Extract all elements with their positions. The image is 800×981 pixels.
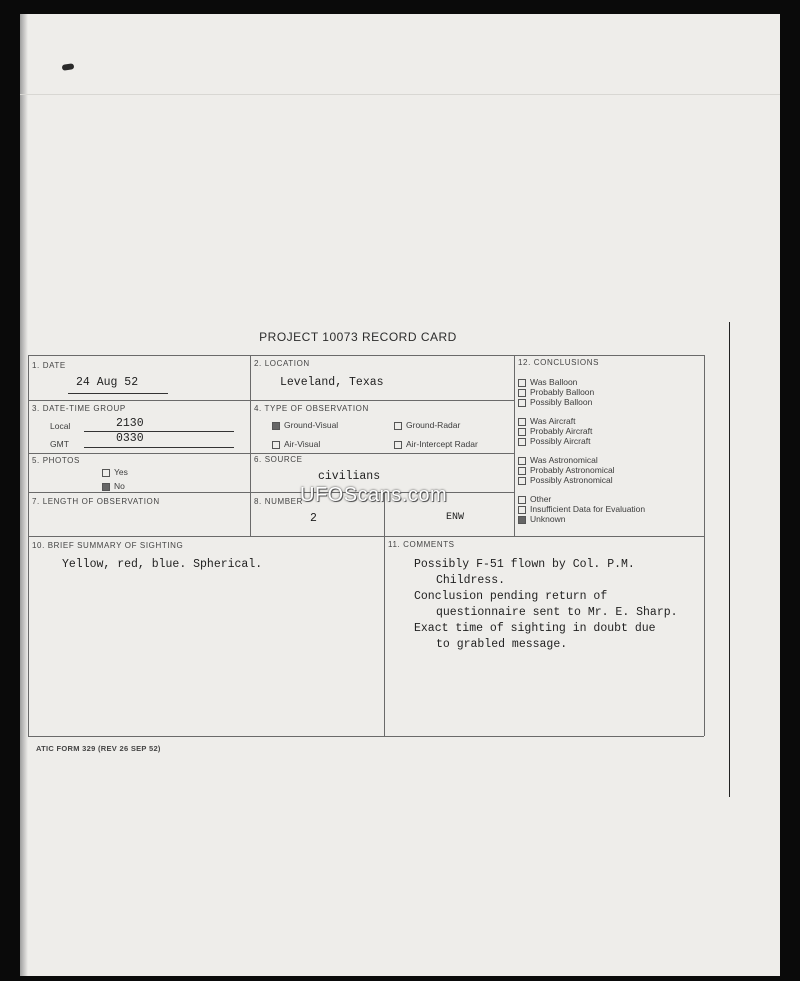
type-ground-radar-text: Ground-Radar [406,420,461,430]
number-value: 2 [310,512,317,525]
photos-yes-text: Yes [114,467,128,477]
photos-label: 5. PHOTOS [32,456,80,465]
summary-text: Yellow, red, blue. Spherical. [62,558,263,571]
checkbox-icon [518,418,526,426]
grid-line [28,400,514,401]
comment-line: Possibly F-51 flown by Col. P.M. [414,558,635,571]
comment-line: to grabled message. [436,638,568,651]
type-air-intercept [394,439,478,449]
conclusion-text: Possibly Aircraft [530,436,591,446]
conclusion-item [518,377,577,387]
checkbox-icon [518,506,526,514]
form-id: ATIC FORM 329 (REV 26 SEP 52) [36,744,161,753]
conclusion-text: Other [530,494,552,504]
date-value: 24 Aug 52 [76,376,139,389]
grid-line [28,536,704,537]
source-value: civilians [318,470,381,483]
location-value: Leveland, Texas [280,376,384,389]
dtg-gmt-underline [84,447,234,448]
comments-label: 11. COMMENTS [388,540,455,549]
conclusion-text: Possibly Astronomical [530,475,613,485]
conclusion-item [518,426,592,436]
comment-line: Childress. [436,574,506,587]
conclusion-item [518,514,565,524]
checkbox-icon [102,469,110,477]
grid-line [704,355,705,736]
conclusion-text: Possibly Balloon [530,397,593,407]
summary-label: 10. BRIEF SUMMARY OF SIGHTING [32,541,184,550]
type-obs-label: 4. TYPE OF OBSERVATION [254,404,369,413]
type-air-intercept-text: Air-Intercept Radar [406,439,478,449]
checkbox-icon [272,441,280,449]
photos-no [102,481,125,491]
checkbox-icon [518,428,526,436]
checkbox-icon [394,422,402,430]
conclusion-item [518,494,551,504]
length-label: 7. LENGTH OF OBSERVATION [32,497,160,506]
type-ground-visual-text: Ground-Visual [284,420,339,430]
type-air-visual [272,439,320,449]
location-label: 2. LOCATION [254,359,310,368]
checkbox-icon [518,399,526,407]
checkbox-checked-icon [272,422,280,430]
conclusion-text: Was Balloon [530,377,578,387]
conclusion-item [518,436,590,446]
checkbox-checked-icon [102,483,110,491]
dtg-local-label: Local [50,421,71,431]
type-ground-visual [272,420,338,430]
type-ground-radar [394,420,460,430]
conclusion-item [518,504,645,514]
watermark: UFOScans.com [300,484,448,506]
grid-line [250,355,251,536]
record-card [28,320,708,765]
conclusion-item [518,416,576,426]
checkbox-icon [518,389,526,397]
dtg-gmt-value: 0330 [116,432,144,445]
comment-line: questionnaire sent to Mr. E. Sharp. [436,606,678,619]
conclusion-text: Probably Aircraft [530,426,593,436]
type-air-visual-text: Air-Visual [284,439,321,449]
grid-line [28,355,29,736]
conclusion-text: Probably Balloon [530,387,595,397]
conclusion-text: Insufficient Data for Evaluation [530,504,646,514]
date-underline [68,393,168,394]
conclusions-label: 12. CONCLUSIONS [518,358,600,367]
ink-smudge [62,63,75,71]
checkbox-icon [518,379,526,387]
conclusion-text: Was Aircraft [530,416,576,426]
grid-line [28,736,704,737]
dtg-local-underline [84,431,234,432]
checkbox-icon [518,438,526,446]
checkbox-icon [518,467,526,475]
conclusion-text: Was Astronomical [530,455,598,465]
number-label: 8. NUMBER [254,497,303,506]
checkbox-checked-icon [518,516,526,524]
page-edge-shadow [20,14,28,976]
comment-line: Exact time of sighting in doubt due [414,622,656,635]
fold-line [20,94,780,95]
source-label: 6. SOURCE [254,455,303,464]
checkbox-icon [518,496,526,504]
grid-line [514,355,515,536]
dtg-local-value: 2130 [116,417,144,430]
checkbox-icon [518,477,526,485]
comment-line: Conclusion pending return of [414,590,608,603]
conclusion-text: Unknown [530,514,566,524]
conclusion-item [518,387,594,397]
course-value: ENW [446,512,465,523]
card-title: PROJECT 10073 RECORD CARD [259,330,457,344]
grid-line [28,453,514,454]
dtg-gmt-label: GMT [50,439,69,449]
conclusion-item [518,455,598,465]
grid-line [28,355,704,356]
scan-edge-line [729,322,730,797]
conclusion-item [518,465,615,475]
photos-no-text: No [114,481,125,491]
date-label: 1. DATE [32,361,66,370]
checkbox-icon [394,441,402,449]
conclusion-item [518,475,613,485]
dtg-label: 3. DATE-TIME GROUP [32,404,126,413]
photos-yes [102,467,128,477]
checkbox-icon [518,457,526,465]
grid-line [384,492,385,736]
conclusion-item [518,397,592,407]
conclusion-text: Probably Astronomical [530,465,615,475]
